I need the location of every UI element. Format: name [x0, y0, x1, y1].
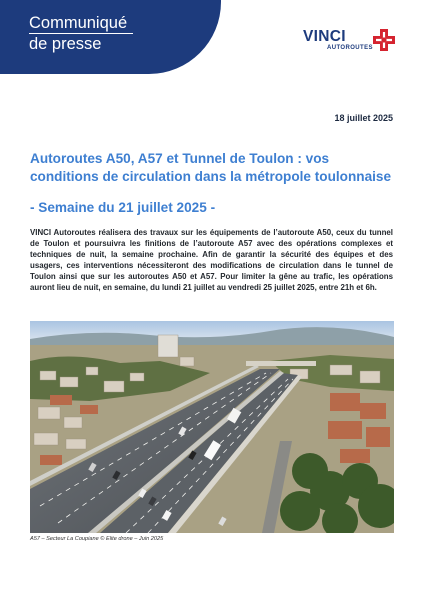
vinci-autoroutes-logo	[303, 28, 398, 54]
logo-wordmark: VINCI	[303, 28, 346, 45]
header-title-line1: Communiqué	[29, 14, 128, 32]
release-title: Autoroutes A50, A57 et Tunnel de Toulon : vos conditions de circulation dans la métropole toulonnaise	[30, 151, 392, 184]
release-body: VINCI Autoroutes réalisera des travaux sur les équipements de l’autoroute A50, ceux du tunnel de Toulon et poursuivra les finitions de l’autoroute A57 avec des opérations complexes et techniques de nuit, la semaine prochaine. Afin de garantir la sécurité des équipes et des usagers, ces interventions nécessiteront des modifications de circulation dans le tunnel de Toulon ainsi que sur les autoroutes A50 et A57. Pour limiter la gêne au trafic, les opérations auront lieu de nuit, en semaine, du lundi 21 juillet au vendredi 25 juillet 2025, entre 21h et 6h.	[30, 228, 393, 292]
logo-cross-icon	[373, 29, 395, 51]
release-subtitle: - Semaine du 21 juillet 2025 -	[30, 200, 216, 215]
header-underline	[29, 33, 133, 34]
release-date: 18 juillet 2025	[334, 113, 393, 123]
photo-caption: A57 – Secteur La Coupiane © Elite drone – Juin 2025	[30, 536, 164, 542]
logo-subtitle: AUTOROUTES	[327, 45, 373, 51]
header-title	[29, 13, 127, 55]
highway-aerial-photo	[30, 321, 394, 533]
highway-photo-illustration	[30, 321, 394, 533]
header-title-line2: de presse	[29, 35, 102, 53]
